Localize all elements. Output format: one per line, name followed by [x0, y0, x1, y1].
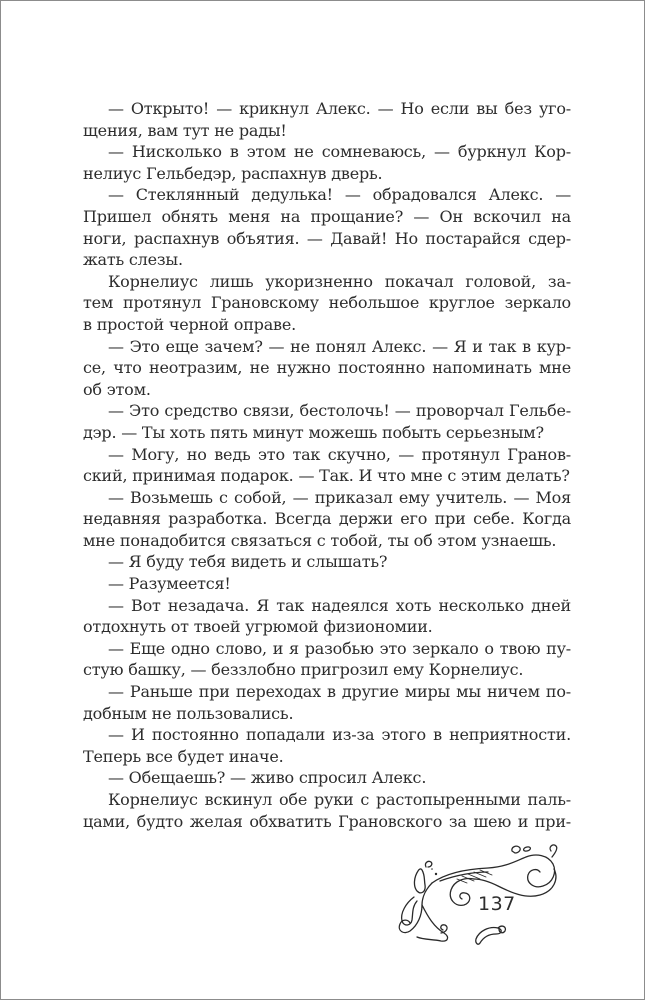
ink-splash-illustration	[384, 839, 564, 957]
text-line: — Разумеется!	[108, 574, 231, 594]
text-line: щения, вам тут не рады!	[83, 120, 287, 140]
text-line: жать слезы.	[83, 250, 183, 270]
text-line: ский, принимая подарок. — Так. И что мне с этим делать?	[83, 466, 570, 486]
text-line: — Могу, но ведь это так скучно, — протянул Гранов-	[108, 444, 571, 464]
page-text	[83, 98, 571, 832]
text-line: се, что неотразим, не нужно постоянно напоминать мне	[83, 358, 571, 378]
text-line: нелиус Гельбедэр, распахнув дверь.	[83, 163, 383, 183]
text-line: — Еще одно слово, и я разобью это зеркало о твою пу-	[108, 638, 571, 658]
page-number: 137	[478, 893, 516, 915]
text-line: в простой черной оправе.	[83, 314, 297, 334]
text-line: ноги, распахнув объятия. — Давай! Но постарайся сдер-	[83, 228, 571, 248]
text-line: Теперь все будет иначе.	[83, 746, 284, 766]
text-line: мне понадобится связаться с тобой, ты об этом узнаешь.	[83, 530, 557, 550]
text-line: — Раньше при переходах в другие миры мы ничем по-	[108, 682, 571, 702]
text-line: — И постоянно попадали из-за этого в неприятности.	[108, 725, 571, 745]
text-line: стую башку, — беззлобно пригрозил ему Корнелиус.	[83, 660, 524, 680]
text-line: — Стеклянный дедулька! — обрадовался Алекс. —	[108, 185, 571, 205]
text-line: Пришел обнять меня на прощание? — Он вскочил на	[83, 206, 571, 226]
text-line: Корнелиус вскинул обе руки с растопыренными паль-	[108, 790, 571, 809]
text-line: цами, будто желая обхватить Грановского за шею и при-	[83, 811, 571, 831]
text-line: — Возьмешь с собой, — приказал ему учитель. — Моя	[108, 487, 571, 507]
text-line: дэр. — Ты хоть пять минут можешь побыть серьезным?	[83, 422, 544, 442]
text-line: отдохнуть от твоей угрюмой физиономии.	[83, 617, 433, 637]
text-line: — Открыто! — крикнул Алекс. — Но если вы без уго-	[108, 99, 571, 118]
text-line: — Это еще зачем? — не понял Алекс. — Я и так в кур-	[108, 336, 571, 356]
text-line: недавняя разработка. Всегда держи его при себе. Когда	[83, 509, 571, 529]
text-line: Корнелиус лишь укоризненно покачал головой, за-	[108, 271, 571, 291]
text-line: об этом.	[83, 379, 151, 399]
text-line: — Обещаешь? — живо спросил Алекс.	[108, 768, 427, 788]
text-line: — Нисколько в этом не сомневаюсь, — буркнул Кор-	[108, 142, 571, 162]
text-line: — Я буду тебя видеть и слышать?	[108, 552, 388, 572]
text-line: тем протянул Грановскому небольшое круглое зеркало	[83, 293, 571, 313]
text-line: добным не пользовались.	[83, 703, 294, 723]
text-line: — Это средство связи, бестолочь! — проворчал Гельбе-	[108, 401, 571, 421]
text-line: — Вот незадача. Я так надеялся хоть несколько дней	[108, 595, 571, 615]
